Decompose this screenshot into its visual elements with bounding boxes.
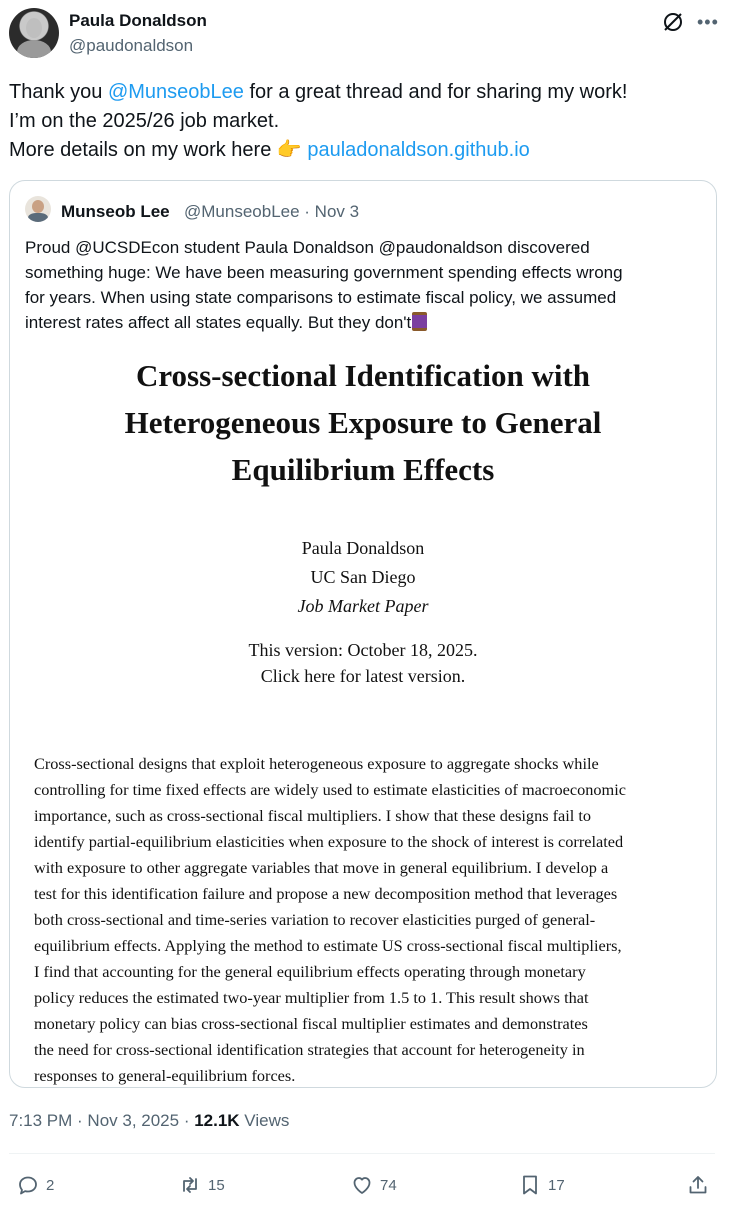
text-fragment: interest rates affect all states equally. But they don't [25,313,412,332]
avatar-face [32,200,44,213]
repost-icon [178,1173,202,1197]
paper-author: Paula Donaldson [301,538,425,558]
quote-author-name[interactable]: Munseob Lee [61,202,170,221]
mention-link[interactable]: @MunseobLee [107,81,244,103]
abstract-line: both cross-sectional and time-series variation to recover elasticities purged of general- [34,910,596,929]
reply-button[interactable] [16,1170,54,1200]
paper-latest-version: Click here for latest version. [260,666,466,686]
repost-button[interactable] [178,1170,225,1200]
text-fragment: Thank you [9,81,108,103]
quote-line: for years. When using state comparisons to estimate fiscal policy, we assumed [25,288,617,307]
author-handle[interactable]: @paudonaldson [69,36,194,55]
reply-count: 2 [46,1176,55,1194]
avatar-body [17,40,51,58]
abstract-line: controlling for time fixed effects are widely used to estimate elasticities of macroeconomic [34,780,626,799]
quote-handle-date: @MunseobLee · Nov 3 [184,202,360,221]
abstract-line: the need for cross-sectional identification strategies that account for heterogeneity in [34,1040,585,1059]
views-label: Views [239,1111,290,1130]
abstract-line: Cross-sectional designs that exploit heterogeneous exposure to aggregate shocks while [34,754,599,773]
like-count: 74 [380,1176,397,1194]
divider [9,1153,715,1154]
website-link[interactable]: pauladonaldson.github.io [307,139,530,161]
share-button[interactable] [686,1170,716,1200]
heart-icon [350,1173,374,1197]
avatar-face [26,18,42,38]
spool-emoji-icon [412,312,427,331]
avatar-body [28,213,48,222]
share-icon [686,1173,710,1197]
action-bar [0,1170,733,1200]
title-line: Equilibrium Effects [231,452,495,487]
abstract-line: policy reduces the estimated two-year multiplier from 1.5 to 1. This result shows that [34,988,589,1007]
tweet-line-2: I’m on the 2025/26 job market. [9,110,280,132]
quote-author-avatar[interactable] [25,196,51,222]
timestamp-text[interactable]: 7:13 PM · Nov 3, 2025 · [9,1111,195,1130]
title-line: Heterogeneous Exposure to General [124,405,602,440]
author-avatar[interactable] [9,8,59,58]
abstract-line: responses to general-equilibrium forces. [34,1066,296,1085]
abstract-line: monetary policy can bias cross-sectional fiscal multiplier estimates and demonstrates [34,1014,588,1033]
abstract-line: identify partial-equilibrium elasticities when exposure to the shock of interest is correlated [34,832,624,851]
tweet-header [9,6,724,58]
title-line: Cross-sectional Identification with [135,358,591,393]
abstract-line: test for this identification failure and propose a new decomposition method that leverages [34,884,618,903]
more-icon[interactable]: ••• [697,12,719,32]
tweet-line-3 [9,136,719,165]
abstract-line: with exposure to other aggregate variables that move in general equilibrium. I develop a [34,858,609,877]
quoted-tweet[interactable] [9,180,717,1088]
quote-line: something huge: We have been measuring government spending effects wrong [25,263,623,282]
paper-institution: UC San Diego [310,567,416,587]
paper-type: Job Market Paper [297,596,429,616]
repost-count: 15 [208,1176,225,1194]
text-fragment: More details on my work here 👉 [9,139,308,161]
paper-abstract [34,751,704,1088]
quote-text [25,235,705,335]
bookmark-button[interactable] [518,1170,565,1200]
text-fragment: for a great thread and for sharing my work! [243,81,628,103]
views-count: 12.1K [194,1111,240,1130]
quote-line-last [25,310,705,335]
paper-version: This version: October 18, 2025. [248,640,478,660]
like-button[interactable] [350,1170,397,1200]
author-name[interactable]: Paula Donaldson [69,11,207,30]
reply-icon [16,1173,40,1197]
tweet-line-1 [9,78,719,107]
tweet-text [9,78,719,165]
bookmark-icon [518,1173,542,1197]
quote-line: Proud @UCSDEcon student Paula Donaldson @paudonaldson discovered [25,238,590,257]
abstract-line: I find that accounting for the general equilibrium effects operating through monetary [34,962,586,981]
bookmark-count: 17 [548,1176,565,1194]
abstract-line: equilibrium effects. Applying the method to estimate US cross-sectional fiscal multipliers, [34,936,622,955]
grok-icon[interactable] [661,10,685,34]
abstract-line: importance, such as cross-sectional fiscal multipliers. I show that these designs fail to [34,806,592,825]
tweet-timestamp [9,1111,289,1131]
paper-title [10,352,716,493]
